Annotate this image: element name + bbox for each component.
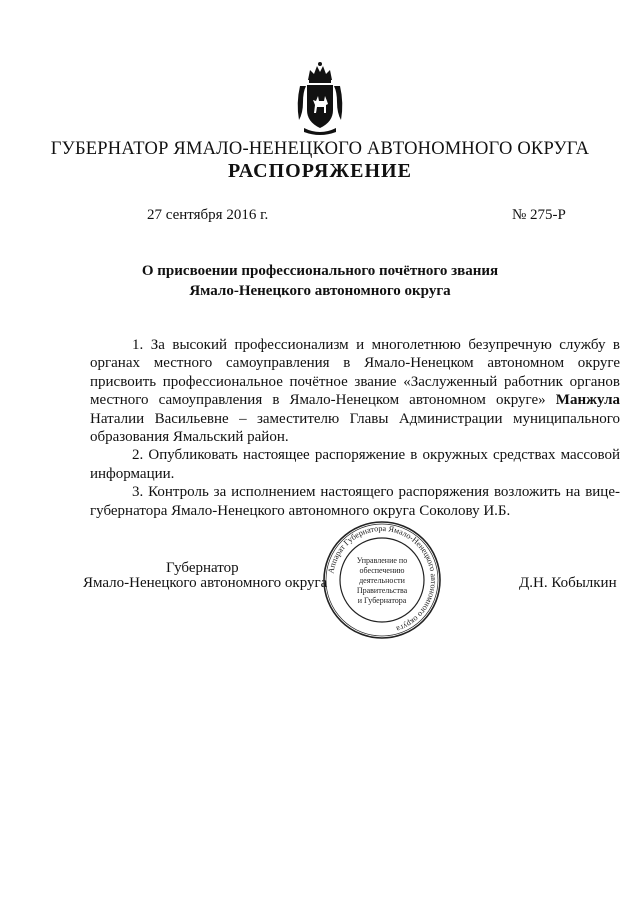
official-stamp bbox=[321, 519, 443, 641]
document-type: РАСПОРЯЖЕНИЕ bbox=[228, 160, 412, 182]
stamp-center-text bbox=[357, 556, 408, 605]
document-title-line-2: Ямало-Ненецкого автономного округа bbox=[189, 283, 451, 299]
svg-text:и Губернатора: и Губернатора bbox=[357, 596, 407, 605]
paragraph-2: 2. Опубликовать настоящее распоряжение в окружных средствах массовой информации. bbox=[90, 447, 620, 482]
document-number: № 275-Р bbox=[512, 207, 566, 223]
coat-of-arms-icon bbox=[294, 58, 346, 138]
signatory-title: Губернатор bbox=[166, 560, 239, 576]
document-date: 27 сентября 2016 г. bbox=[147, 207, 269, 223]
svg-text:Управление по: Управление по bbox=[356, 556, 408, 565]
paragraph-3: 3. Контроль за исполнением настоящего распоряжения возложить на вице-губернатора Ямало-Ненецкого автономного округа Соколову И.Б. bbox=[90, 484, 620, 519]
svg-text:обеспечению: обеспечению bbox=[359, 566, 405, 575]
document-body bbox=[90, 336, 620, 520]
awardee-surname: Манжула bbox=[555, 392, 620, 409]
stamp-ring-text: Аппарат Губернатора Ямало-Ненецкого автономного округа bbox=[326, 523, 439, 634]
signatory-name: Д.Н. Кобылкин bbox=[519, 575, 617, 591]
svg-text:Правительства: Правительства bbox=[356, 586, 408, 595]
document-issuer: ГУБЕРНАТОР ЯМАЛО-НЕНЕЦКОГО АВТОНОМНОГО ОКРУГА bbox=[50, 139, 590, 159]
signatory-organization: Ямало-Ненецкого автономного округа bbox=[83, 575, 328, 591]
paragraph-1: 1. За высокий профессионализм и многолетнюю безупречную службу в органах местного самоуправления в Ямало-Ненецком автономном округе присвоить профессиональное почётное звание «Заслуженный работник органов местного самоуправления в Ямало-Ненецком автономном округе» Манжула Наталии Васильевне – заместителю Главы Администрации муниципального образования Ямальский район. bbox=[90, 337, 620, 446]
svg-text:деятельности: деятельности bbox=[359, 576, 405, 585]
document-title-line-1: О присвоении профессионального почётного звания bbox=[141, 263, 499, 279]
